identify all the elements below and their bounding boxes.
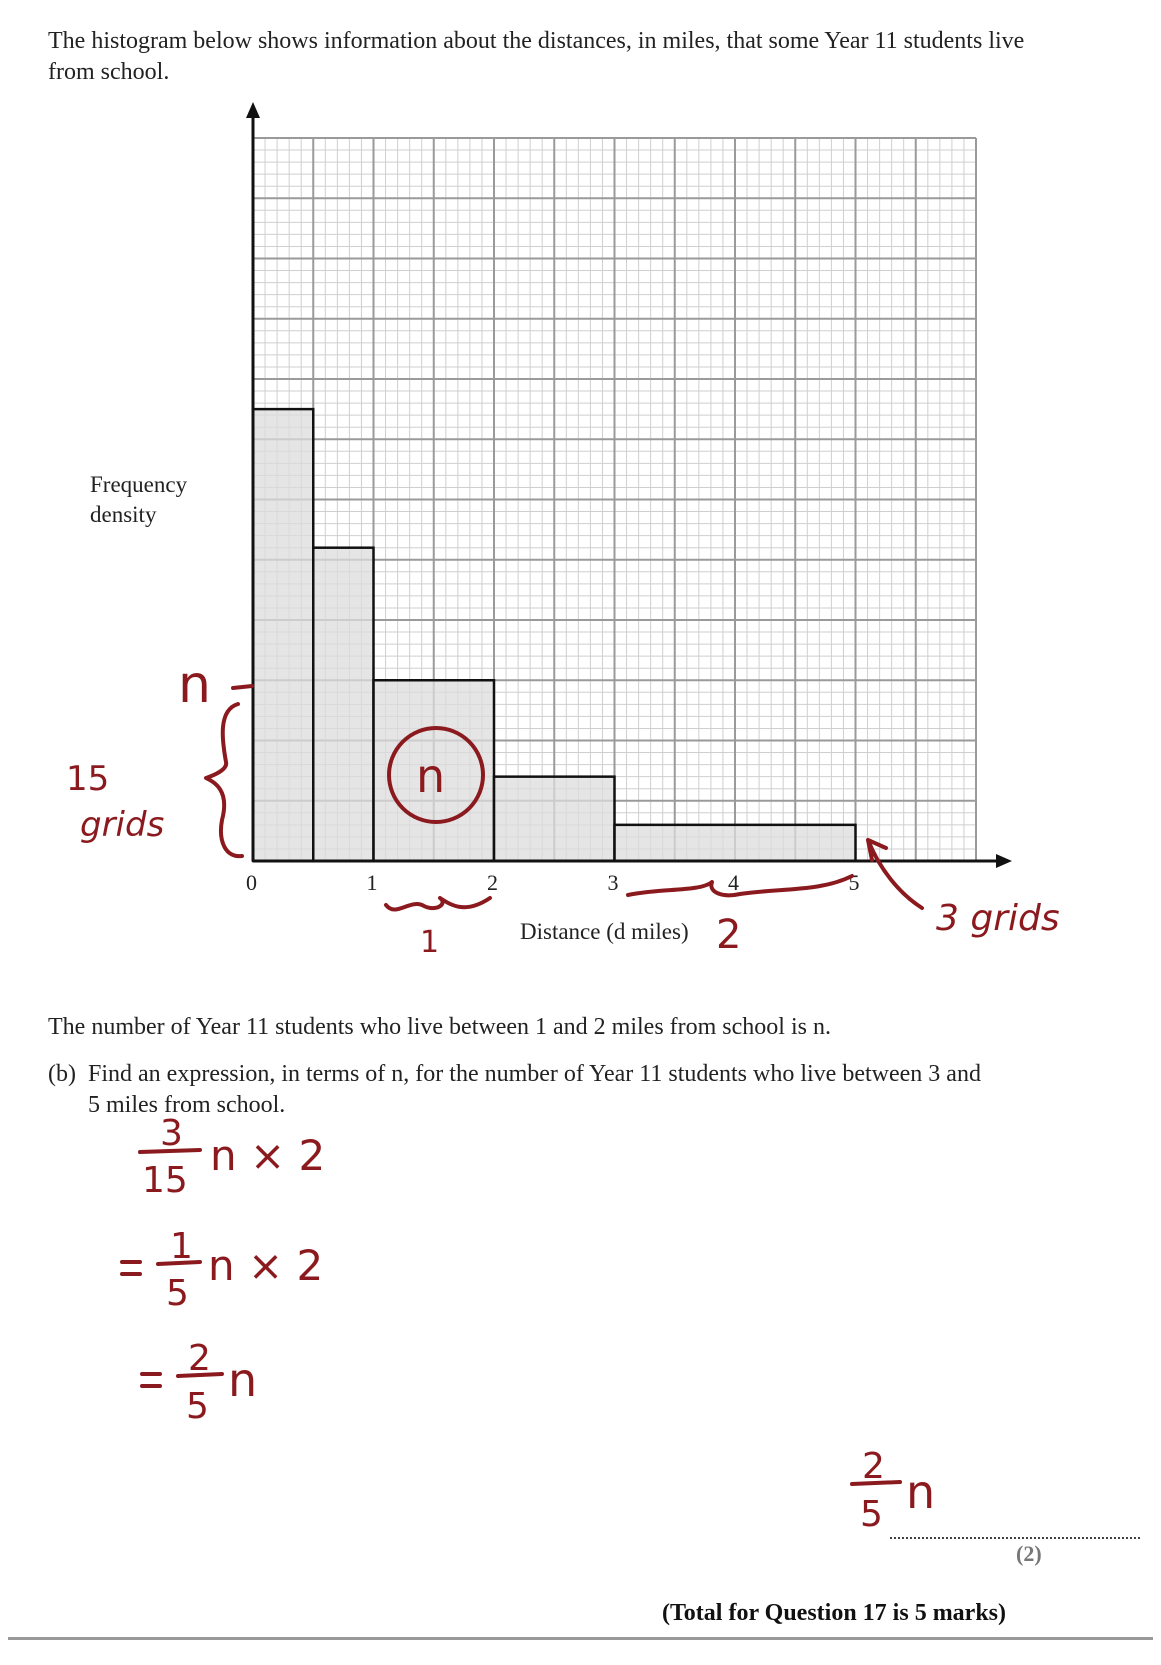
work1-bar	[140, 1150, 200, 1152]
work1-rest: n × 2	[210, 1131, 326, 1180]
hand-two: 2	[716, 912, 742, 958]
hand-n-label: n	[178, 655, 211, 715]
work3-equals	[142, 1374, 160, 1386]
work2-bar	[158, 1262, 200, 1264]
hand-fifteen: 15	[66, 759, 110, 799]
intro-text: The histogram below shows information about the distances, in miles, that some Year 11 students live from school.	[48, 28, 1025, 85]
answer-den: 5	[860, 1494, 883, 1535]
y-axis-label-line2: density	[90, 502, 157, 527]
x-tick-label-0: 0	[246, 870, 257, 895]
statement-text: The number of Year 11 students who live between 1 and 2 miles from school is n.	[48, 1014, 831, 1040]
work2-num: 1	[170, 1226, 193, 1267]
hand-three-grids: 3 grids	[936, 898, 1060, 939]
answer-num: 2	[862, 1446, 885, 1487]
x-tick-label-5: 5	[848, 870, 860, 895]
work3-den: 5	[186, 1386, 209, 1427]
x-tick-label-4: 4	[728, 870, 739, 895]
work2-rest: n × 2	[208, 1241, 324, 1290]
hand-one: 1	[420, 925, 440, 960]
work3-num: 2	[188, 1338, 211, 1379]
hand-grids: grids	[80, 805, 165, 845]
work1-num: 3	[160, 1113, 183, 1154]
x-tick-label-2: 2	[487, 870, 498, 895]
x-axis-label: Distance (d miles)	[520, 919, 689, 944]
total-marks: (Total for Question 17 is 5 marks)	[662, 1600, 1007, 1626]
marks-label: (2)	[1016, 1541, 1042, 1566]
work2-equals	[122, 1262, 140, 1274]
work1-den: 15	[142, 1160, 188, 1201]
hand-circled-n: n	[416, 749, 446, 803]
bottom-rule	[8, 1637, 1153, 1640]
y-axis-label: Frequency	[90, 472, 188, 497]
x-tick-label-3: 3	[607, 870, 619, 895]
work3-bar	[178, 1374, 222, 1376]
answer-bar	[852, 1482, 900, 1484]
answer-rest: n	[906, 1465, 936, 1519]
question-b-text: Find an expression, in terms of n, for the number of Year 11 students who live between 3 and 5 miles from school.	[88, 1061, 981, 1118]
x-tick-label-1: 1	[366, 870, 378, 895]
question-b-label: (b)	[48, 1061, 76, 1087]
answer-line	[890, 1537, 1140, 1539]
work3-rest: n	[228, 1353, 258, 1407]
work2-den: 5	[166, 1273, 189, 1314]
